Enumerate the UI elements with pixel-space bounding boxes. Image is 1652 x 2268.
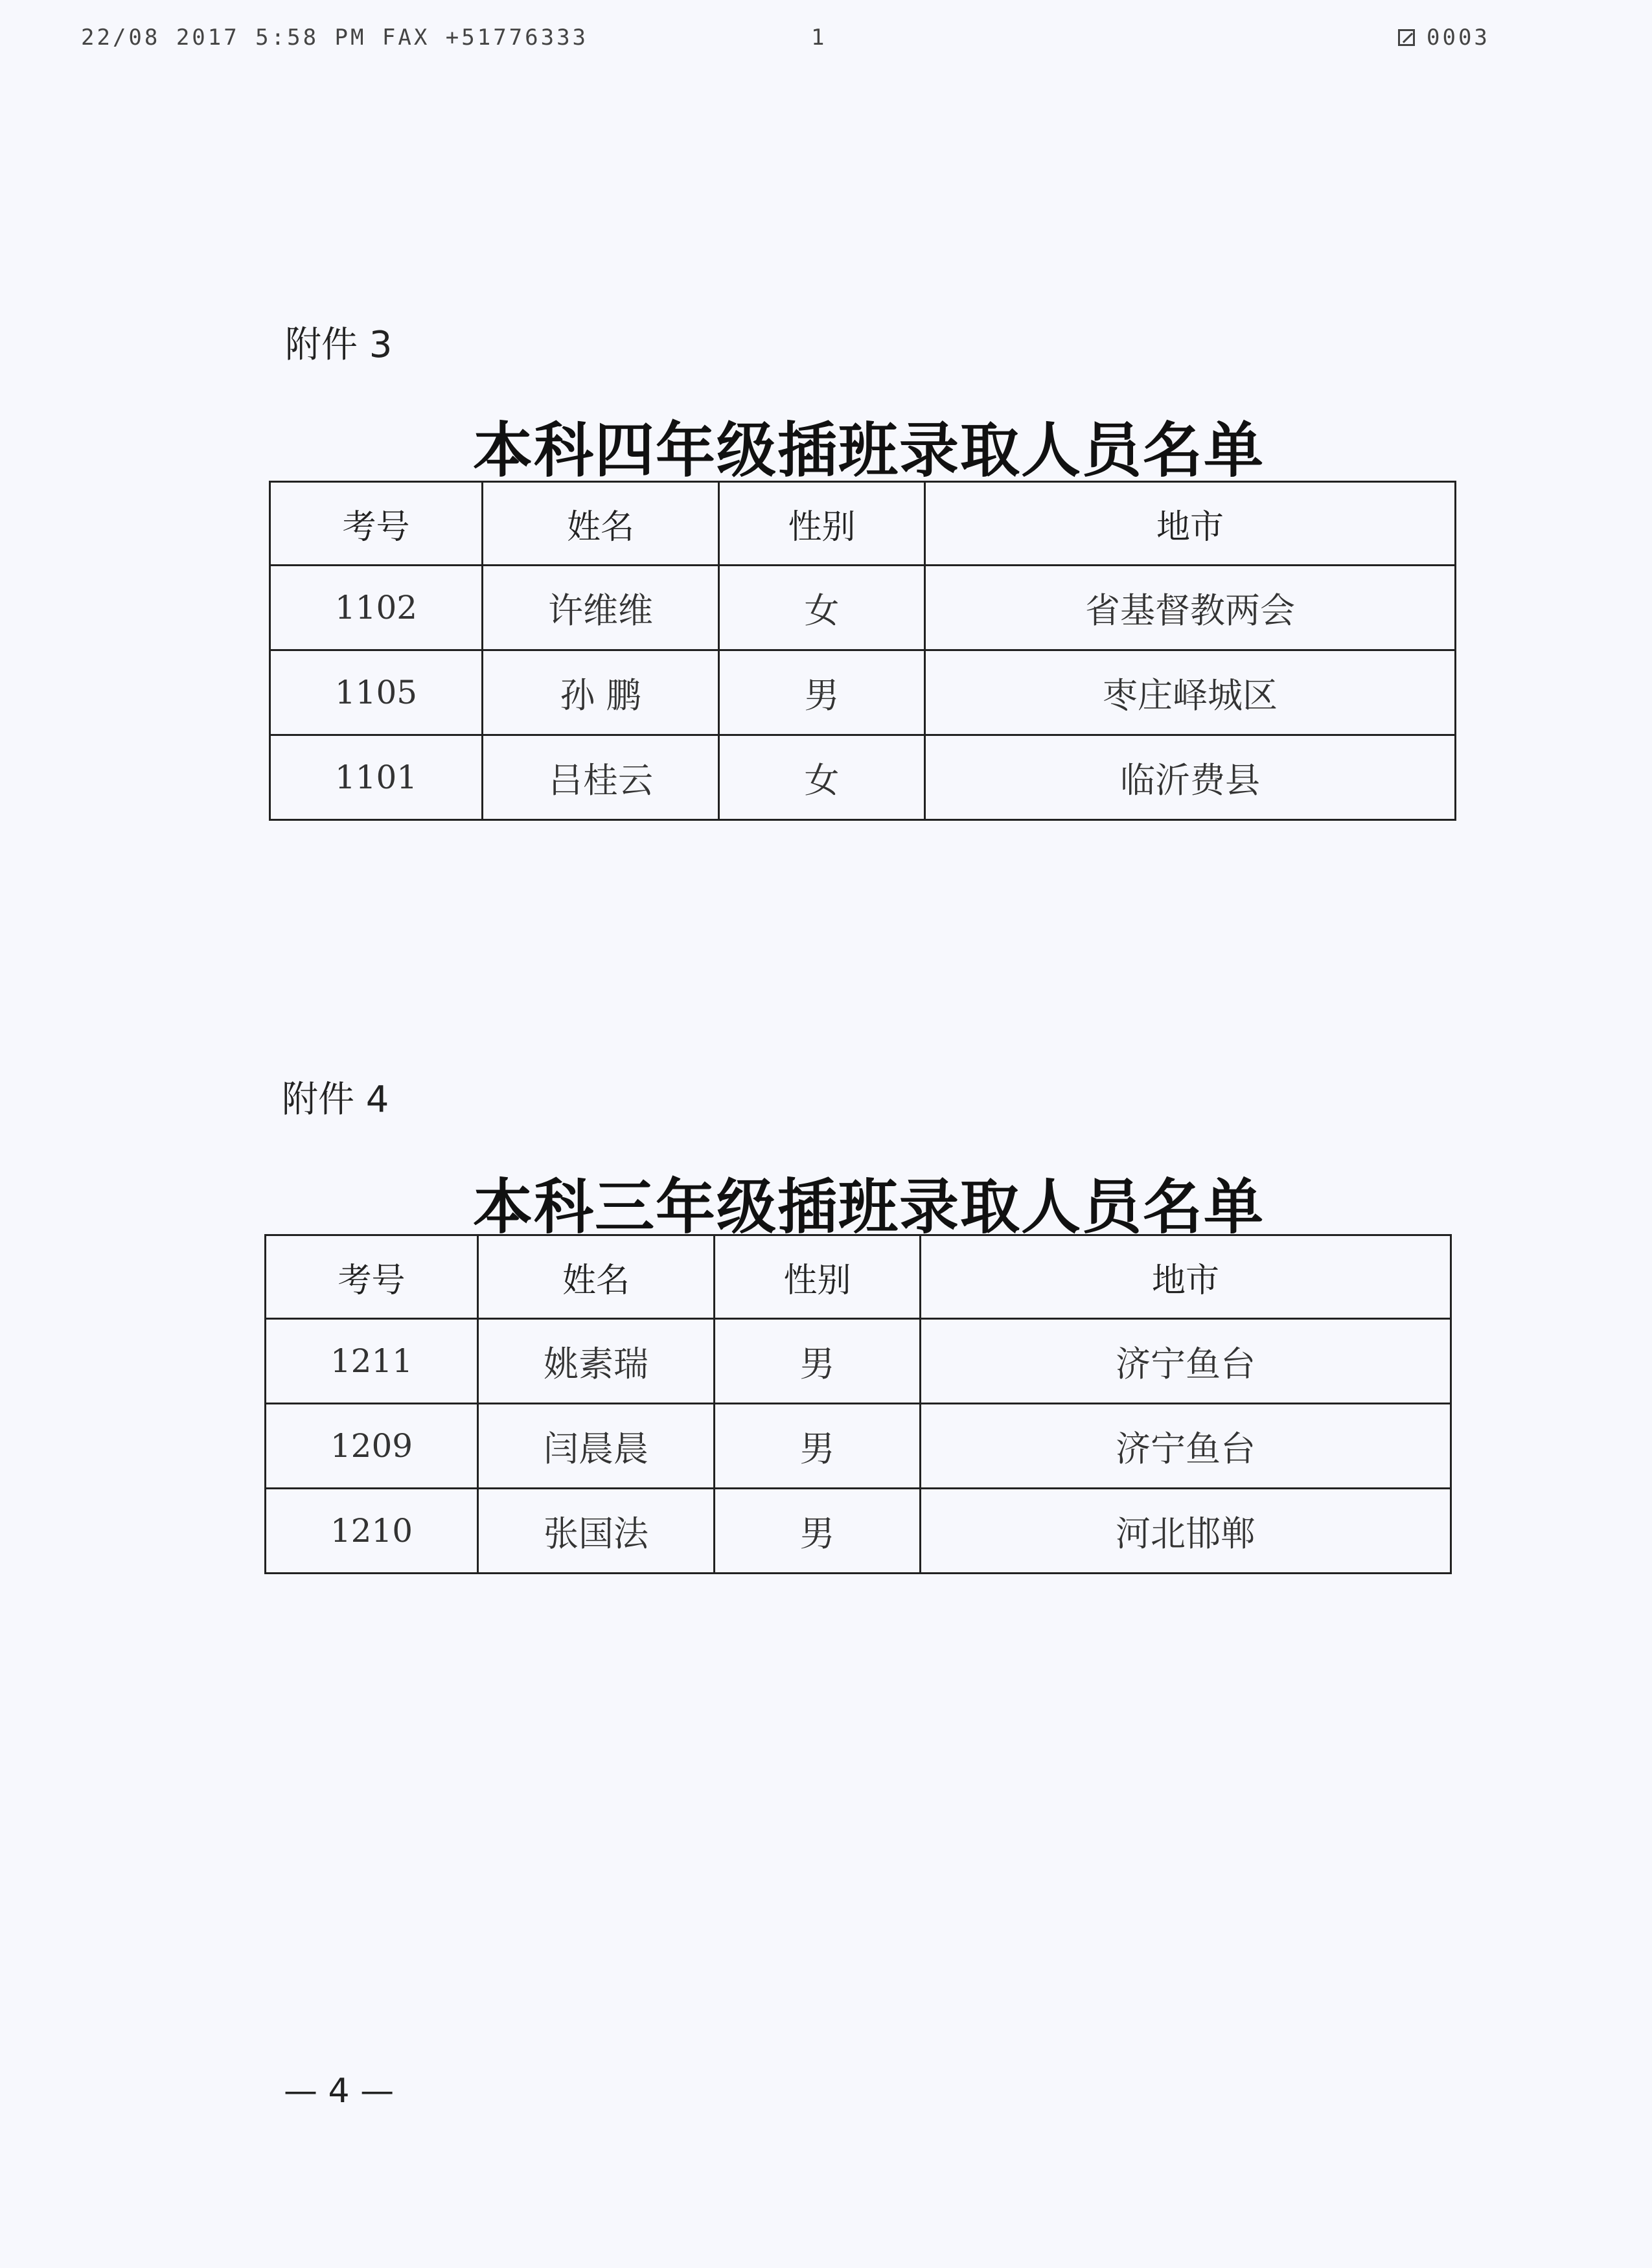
cell-name: 姚素瑞 [478, 1319, 715, 1404]
cell-region: 济宁鱼台 [921, 1319, 1451, 1404]
cell-gender: 女 [719, 735, 925, 820]
attachment-4-title: 本科三年级插班录取人员名单 [473, 1172, 1265, 1242]
cell-exam-number: 1211 [266, 1319, 478, 1404]
table-header-row [270, 482, 1456, 566]
table-row [266, 1319, 1451, 1404]
attachment-3-table [269, 481, 1456, 821]
cell-name: 张国法 [478, 1489, 715, 1574]
cell-region: 河北邯郸 [921, 1489, 1451, 1574]
table-header-row [266, 1235, 1451, 1319]
header-exam-number: 考号 [270, 482, 483, 566]
fax-header-page-code [1398, 25, 1490, 51]
attachment-4-table [264, 1234, 1452, 1574]
cell-exam-number: 1105 [270, 650, 483, 735]
fax-header-info: 22/08 2017 5:58 PM FAX +51776333 [81, 25, 589, 51]
cell-name: 闫晨晨 [478, 1404, 715, 1489]
header-name: 姓名 [483, 482, 719, 566]
header-name: 姓名 [478, 1235, 715, 1319]
table-row [266, 1489, 1451, 1574]
cell-gender: 男 [715, 1404, 921, 1489]
table-row [270, 566, 1456, 650]
cell-name: 吕桂云 [483, 735, 719, 820]
fax-header-page-index: 1 [811, 25, 827, 51]
page-number: — 4 — [284, 2072, 395, 2111]
cell-gender: 男 [719, 650, 925, 735]
table-row [266, 1404, 1451, 1489]
header-exam-number: 考号 [266, 1235, 478, 1319]
attachment-4-label: 附件 4 [282, 1079, 389, 1121]
attachment-3-label: 附件 3 [285, 324, 393, 366]
cell-gender: 男 [715, 1489, 921, 1574]
cell-region: 枣庄峄城区 [925, 650, 1456, 735]
fax-page-code: 0003 [1427, 25, 1490, 51]
table-row [270, 650, 1456, 735]
cell-exam-number: 1102 [270, 566, 483, 650]
attachment-3-title: 本科四年级插班录取人员名单 [473, 415, 1265, 485]
fax-checkbox-icon [1398, 29, 1415, 46]
cell-gender: 男 [715, 1319, 921, 1404]
cell-region: 临沂费县 [925, 735, 1456, 820]
cell-exam-number: 1101 [270, 735, 483, 820]
cell-exam-number: 1210 [266, 1489, 478, 1574]
header-gender: 性别 [719, 482, 925, 566]
table-row [270, 735, 1456, 820]
header-region: 地市 [921, 1235, 1451, 1319]
cell-gender: 女 [719, 566, 925, 650]
cell-region: 济宁鱼台 [921, 1404, 1451, 1489]
cell-region: 省基督教两会 [925, 566, 1456, 650]
header-region: 地市 [925, 482, 1456, 566]
cell-name: 许维维 [483, 566, 719, 650]
cell-exam-number: 1209 [266, 1404, 478, 1489]
header-gender: 性别 [715, 1235, 921, 1319]
cell-name: 孙 鹏 [483, 650, 719, 735]
